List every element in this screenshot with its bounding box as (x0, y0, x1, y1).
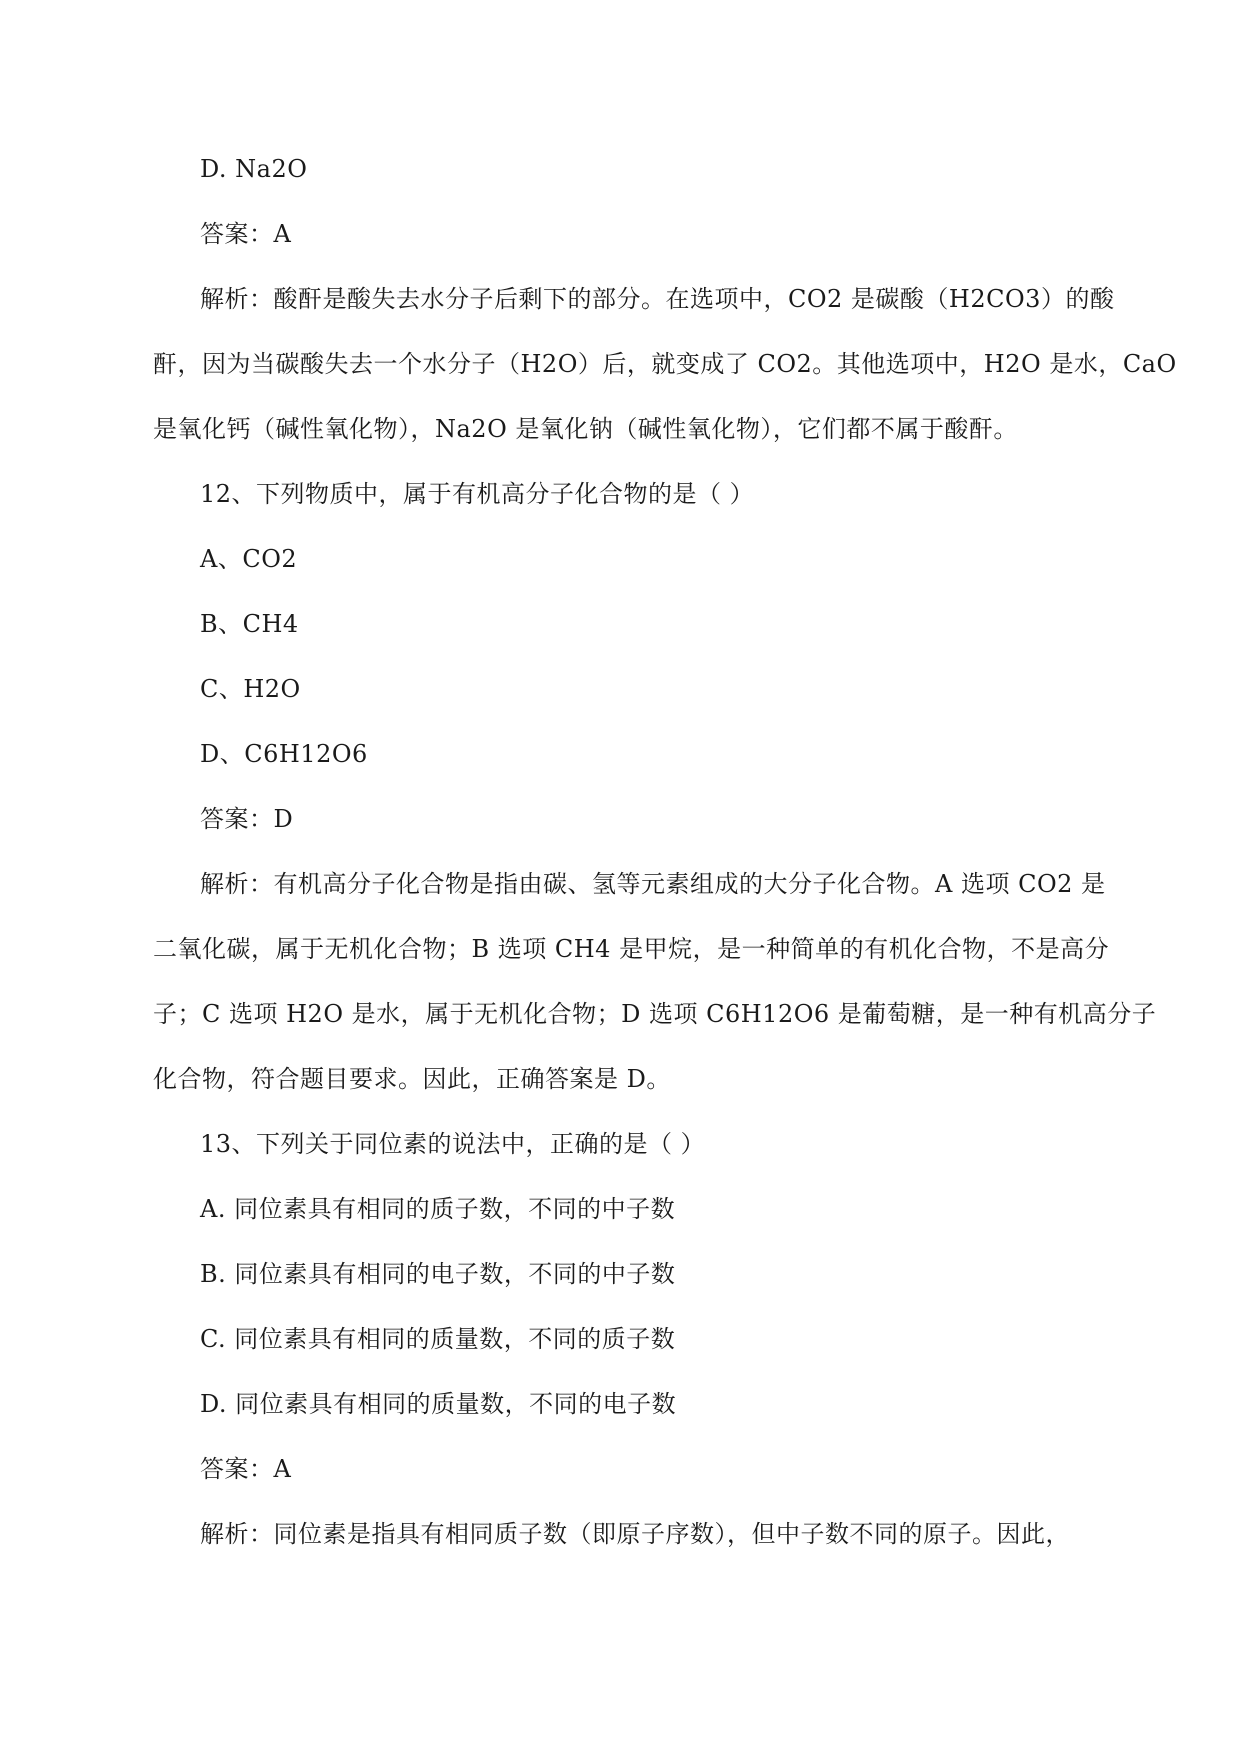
q12-question: 12、下列物质中，属于有机高分子化合物的是（ ） (200, 480, 755, 508)
q12-analysis-line-3: 子；C 选项 H2O 是水，属于无机化合物；D 选项 C6H12O6 是葡萄糖，是一种有机高分子 (153, 1000, 1157, 1028)
q13-option-b: B. 同位素具有相同的电子数，不同的中子数 (200, 1260, 676, 1288)
q12-analysis-line-4: 化合物，符合题目要求。因此，正确答案是 D。 (153, 1065, 671, 1093)
q12-option-d: D、C6H12O6 (200, 740, 368, 768)
q11-analysis-line-3: 是氧化钙（碱性氧化物），Na2O 是氧化钠（碱性氧化物），它们都不属于酸酐。 (153, 415, 1018, 443)
q13-answer: 答案：A (200, 1455, 292, 1483)
q12-analysis-line-2: 二氧化碳，属于无机化合物；B 选项 CH4 是甲烷，是一种简单的有机化合物，不是高分 (153, 935, 1110, 963)
q12-analysis-line-1: 解析：有机高分子化合物是指由碳、氢等元素组成的大分子化合物。A 选项 CO2 是 (200, 870, 1106, 898)
q13-analysis-line-1: 解析：同位素是指具有相同质子数（即原子序数），但中子数不同的原子。因此， (200, 1520, 1070, 1548)
q13-option-d: D. 同位素具有相同的质量数，不同的电子数 (200, 1390, 677, 1418)
q11-option-d: D. Na2O (200, 155, 308, 183)
q13-question: 13、下列关于同位素的说法中，正确的是（ ） (200, 1130, 706, 1158)
q13-option-c: C. 同位素具有相同的质量数，不同的质子数 (200, 1325, 676, 1353)
q12-option-a: A、CO2 (200, 545, 298, 573)
q11-answer: 答案：A (200, 220, 292, 248)
q12-option-c: C、H2O (200, 675, 301, 703)
q11-analysis-line-1: 解析：酸酐是酸失去水分子后剩下的部分。在选项中，CO2 是碳酸（H2CO3）的酸 (200, 285, 1115, 313)
q11-analysis-line-2: 酐，因为当碳酸失去一个水分子（H2O）后，就变成了 CO2。其他选项中，H2O 是水，CaO (153, 350, 1177, 378)
q12-option-b: B、CH4 (200, 610, 299, 638)
q13-option-a: A. 同位素具有相同的质子数，不同的中子数 (200, 1195, 676, 1223)
q12-answer: 答案：D (200, 805, 294, 833)
